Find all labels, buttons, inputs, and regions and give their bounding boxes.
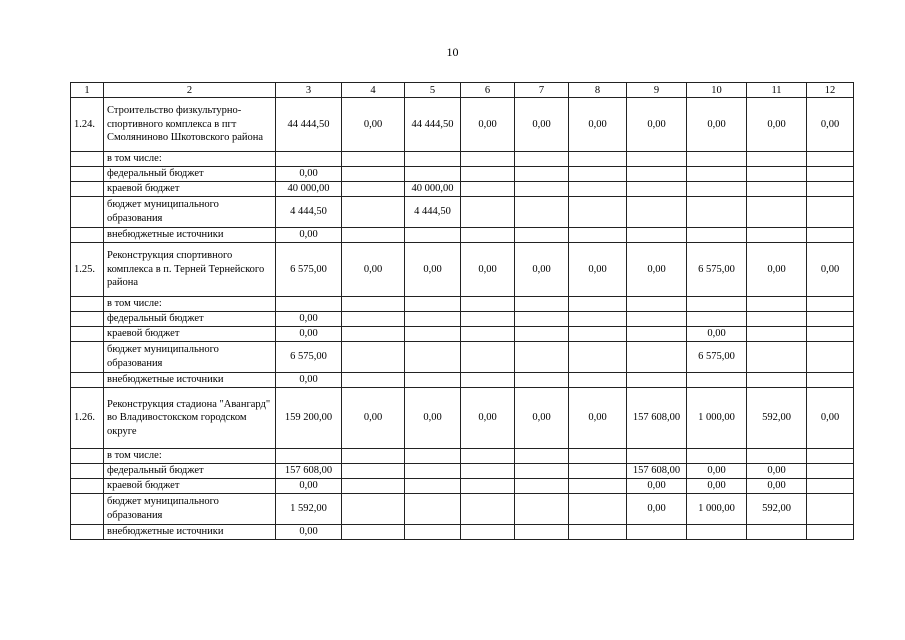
table-row — [71, 167, 854, 182]
value-cell — [747, 152, 807, 167]
value-cell — [747, 525, 807, 540]
value-cell: 6 575,00 — [276, 342, 342, 373]
value-cell: 592,00 — [747, 388, 807, 449]
value-cell — [627, 167, 687, 182]
value-cell: 0,00 — [342, 388, 405, 449]
value-cell: 157 608,00 — [276, 464, 342, 479]
value-cell — [807, 525, 854, 540]
value-cell — [405, 373, 461, 388]
value-cell — [515, 327, 569, 342]
table-row — [71, 312, 854, 327]
value-cell — [569, 182, 627, 197]
value-cell: 0,00 — [515, 243, 569, 297]
value-cell — [405, 525, 461, 540]
table-row — [71, 525, 854, 540]
value-cell — [515, 167, 569, 182]
value-cell — [807, 197, 854, 228]
table-row — [71, 373, 854, 388]
value-cell — [461, 464, 515, 479]
value-cell — [405, 479, 461, 494]
item-number-cell: 1.26. — [71, 388, 104, 449]
item-number-cell — [71, 152, 104, 167]
item-name-cell: Реконструкция спортивного комплекса в п. Терней Тернейского района — [104, 243, 276, 297]
value-cell — [807, 464, 854, 479]
value-cell: 0,00 — [687, 464, 747, 479]
value-cell — [747, 197, 807, 228]
value-cell: 0,00 — [342, 98, 405, 152]
value-cell: 0,00 — [461, 388, 515, 449]
value-cell — [515, 182, 569, 197]
value-cell: 4 444,50 — [405, 197, 461, 228]
value-cell — [627, 327, 687, 342]
item-name-cell: краевой бюджет — [104, 182, 276, 197]
value-cell — [405, 494, 461, 525]
item-name-cell: внебюджетные источники — [104, 525, 276, 540]
item-number-cell — [71, 525, 104, 540]
item-name-cell: в том числе: — [104, 297, 276, 312]
value-cell — [747, 449, 807, 464]
column-header: 9 — [627, 83, 687, 98]
table-row — [71, 98, 854, 152]
value-cell — [342, 228, 405, 243]
column-header: 12 — [807, 83, 854, 98]
value-cell — [461, 312, 515, 327]
value-cell: 44 444,50 — [405, 98, 461, 152]
column-header: 8 — [569, 83, 627, 98]
value-cell — [627, 373, 687, 388]
value-cell — [461, 449, 515, 464]
item-name-cell: федеральный бюджет — [104, 464, 276, 479]
value-cell — [405, 464, 461, 479]
item-number-cell — [71, 182, 104, 197]
item-number-cell — [71, 449, 104, 464]
item-number-cell: 1.24. — [71, 98, 104, 152]
table-row — [71, 327, 854, 342]
value-cell: 0,00 — [747, 243, 807, 297]
value-cell: 0,00 — [276, 525, 342, 540]
value-cell: 44 444,50 — [276, 98, 342, 152]
table-row — [71, 152, 854, 167]
value-cell — [807, 342, 854, 373]
value-cell — [687, 167, 747, 182]
table-row — [71, 197, 854, 228]
value-cell — [342, 525, 405, 540]
item-name-cell: в том числе: — [104, 152, 276, 167]
value-cell: 40 000,00 — [405, 182, 461, 197]
value-cell: 157 608,00 — [627, 388, 687, 449]
value-cell — [807, 167, 854, 182]
value-cell — [405, 312, 461, 327]
value-cell — [515, 525, 569, 540]
value-cell — [515, 464, 569, 479]
value-cell: 6 575,00 — [687, 342, 747, 373]
value-cell — [747, 182, 807, 197]
item-number-cell — [71, 479, 104, 494]
value-cell — [627, 449, 687, 464]
value-cell: 1 000,00 — [687, 494, 747, 525]
table-row — [71, 228, 854, 243]
value-cell — [515, 197, 569, 228]
value-cell: 0,00 — [515, 388, 569, 449]
column-header: 4 — [342, 83, 405, 98]
value-cell — [807, 182, 854, 197]
value-cell: 4 444,50 — [276, 197, 342, 228]
value-cell — [276, 297, 342, 312]
value-cell — [747, 327, 807, 342]
column-header: 3 — [276, 83, 342, 98]
value-cell — [461, 525, 515, 540]
item-number-cell — [71, 197, 104, 228]
item-number-cell — [71, 297, 104, 312]
value-cell — [461, 152, 515, 167]
column-header: 2 — [104, 83, 276, 98]
value-cell — [747, 373, 807, 388]
value-cell — [515, 228, 569, 243]
value-cell — [515, 494, 569, 525]
value-cell — [405, 449, 461, 464]
item-name-cell: Реконструкция стадиона "Авангард" во Владивостокском городском округе — [104, 388, 276, 449]
value-cell: 1 592,00 — [276, 494, 342, 525]
table-row — [71, 494, 854, 525]
value-cell — [627, 197, 687, 228]
value-cell — [687, 449, 747, 464]
value-cell — [342, 152, 405, 167]
value-cell — [342, 342, 405, 373]
value-cell: 0,00 — [747, 98, 807, 152]
value-cell: 0,00 — [807, 243, 854, 297]
item-name-cell: внебюджетные источники — [104, 228, 276, 243]
value-cell — [747, 167, 807, 182]
value-cell — [342, 197, 405, 228]
value-cell — [461, 373, 515, 388]
value-cell: 0,00 — [461, 98, 515, 152]
value-cell: 0,00 — [627, 98, 687, 152]
table-row — [71, 449, 854, 464]
value-cell — [747, 312, 807, 327]
item-number-cell — [71, 494, 104, 525]
value-cell: 0,00 — [627, 479, 687, 494]
table-row — [71, 479, 854, 494]
value-cell — [627, 152, 687, 167]
value-cell — [807, 228, 854, 243]
value-cell: 6 575,00 — [276, 243, 342, 297]
value-cell: 0,00 — [687, 327, 747, 342]
value-cell — [342, 449, 405, 464]
value-cell: 0,00 — [687, 98, 747, 152]
value-cell — [461, 327, 515, 342]
item-name-cell: бюджет муниципального образования — [104, 342, 276, 373]
value-cell — [807, 373, 854, 388]
value-cell: 0,00 — [807, 98, 854, 152]
value-cell — [342, 297, 405, 312]
value-cell: 0,00 — [276, 312, 342, 327]
value-cell — [405, 152, 461, 167]
header-row — [71, 83, 854, 98]
item-number-cell — [71, 327, 104, 342]
item-name-cell: краевой бюджет — [104, 479, 276, 494]
value-cell — [461, 167, 515, 182]
value-cell — [747, 342, 807, 373]
value-cell — [569, 449, 627, 464]
value-cell — [342, 373, 405, 388]
item-number-cell — [71, 464, 104, 479]
value-cell — [342, 167, 405, 182]
value-cell — [405, 342, 461, 373]
item-name-cell: в том числе: — [104, 449, 276, 464]
value-cell: 40 000,00 — [276, 182, 342, 197]
value-cell — [569, 167, 627, 182]
item-number-cell — [71, 373, 104, 388]
value-cell — [569, 228, 627, 243]
value-cell: 0,00 — [405, 243, 461, 297]
value-cell — [461, 197, 515, 228]
value-cell — [569, 152, 627, 167]
item-number-cell — [71, 167, 104, 182]
value-cell: 0,00 — [747, 479, 807, 494]
value-cell — [569, 312, 627, 327]
value-cell — [807, 327, 854, 342]
item-number-cell — [71, 312, 104, 327]
column-header: 7 — [515, 83, 569, 98]
table-row — [71, 342, 854, 373]
value-cell — [461, 182, 515, 197]
value-cell — [405, 327, 461, 342]
value-cell — [461, 479, 515, 494]
value-cell — [515, 312, 569, 327]
value-cell — [515, 297, 569, 312]
value-cell — [342, 327, 405, 342]
table-row — [71, 388, 854, 449]
value-cell: 0,00 — [569, 388, 627, 449]
value-cell: 0,00 — [276, 479, 342, 494]
value-cell: 0,00 — [627, 494, 687, 525]
value-cell: 0,00 — [276, 167, 342, 182]
column-header: 10 — [687, 83, 747, 98]
table-row — [71, 297, 854, 312]
column-header: 1 — [71, 83, 104, 98]
value-cell — [807, 449, 854, 464]
value-cell: 0,00 — [569, 243, 627, 297]
table-row — [71, 243, 854, 297]
value-cell — [515, 479, 569, 494]
value-cell: 592,00 — [747, 494, 807, 525]
value-cell — [687, 228, 747, 243]
value-cell: 0,00 — [569, 98, 627, 152]
value-cell — [687, 152, 747, 167]
table-row — [71, 464, 854, 479]
item-name-cell: краевой бюджет — [104, 327, 276, 342]
value-cell — [627, 342, 687, 373]
value-cell: 0,00 — [405, 388, 461, 449]
value-cell — [627, 525, 687, 540]
value-cell — [687, 525, 747, 540]
value-cell — [461, 228, 515, 243]
value-cell: 159 200,00 — [276, 388, 342, 449]
value-cell — [569, 197, 627, 228]
column-header: 6 — [461, 83, 515, 98]
item-number-cell — [71, 228, 104, 243]
value-cell — [807, 312, 854, 327]
table-row — [71, 182, 854, 197]
value-cell — [569, 494, 627, 525]
value-cell — [807, 494, 854, 525]
value-cell — [276, 152, 342, 167]
item-name-cell: бюджет муниципального образования — [104, 197, 276, 228]
value-cell — [461, 494, 515, 525]
item-name-cell: федеральный бюджет — [104, 312, 276, 327]
value-cell: 0,00 — [461, 243, 515, 297]
value-cell — [627, 312, 687, 327]
value-cell: 0,00 — [515, 98, 569, 152]
value-cell: 0,00 — [807, 388, 854, 449]
value-cell — [405, 297, 461, 312]
value-cell — [747, 228, 807, 243]
value-cell — [569, 479, 627, 494]
item-name-cell: Строительство физкультурно-спортивного комплекса в пгт Смоляниново Шкотовского района — [104, 98, 276, 152]
value-cell: 0,00 — [687, 479, 747, 494]
value-cell — [687, 373, 747, 388]
item-name-cell: внебюджетные источники — [104, 373, 276, 388]
value-cell: 1 000,00 — [687, 388, 747, 449]
value-cell — [569, 525, 627, 540]
value-cell — [687, 312, 747, 327]
value-cell: 6 575,00 — [687, 243, 747, 297]
value-cell — [405, 167, 461, 182]
item-name-cell: бюджет муниципального образования — [104, 494, 276, 525]
page-number: 10 — [446, 45, 459, 59]
value-cell — [405, 228, 461, 243]
value-cell — [687, 297, 747, 312]
item-number-cell: 1.25. — [71, 243, 104, 297]
column-header: 5 — [405, 83, 461, 98]
value-cell — [515, 449, 569, 464]
value-cell: 0,00 — [627, 243, 687, 297]
value-cell — [569, 464, 627, 479]
value-cell — [515, 342, 569, 373]
value-cell — [687, 197, 747, 228]
value-cell — [342, 464, 405, 479]
value-cell — [807, 297, 854, 312]
item-number-cell — [71, 342, 104, 373]
value-cell: 0,00 — [276, 327, 342, 342]
value-cell: 157 608,00 — [627, 464, 687, 479]
value-cell — [569, 297, 627, 312]
value-cell — [807, 152, 854, 167]
value-cell — [747, 297, 807, 312]
value-cell — [627, 228, 687, 243]
budget-table — [70, 82, 854, 540]
item-name-cell: федеральный бюджет — [104, 167, 276, 182]
value-cell — [515, 373, 569, 388]
value-cell — [627, 182, 687, 197]
column-header: 11 — [747, 83, 807, 98]
value-cell — [687, 182, 747, 197]
value-cell — [569, 373, 627, 388]
value-cell: 0,00 — [747, 464, 807, 479]
value-cell — [515, 152, 569, 167]
value-cell — [569, 327, 627, 342]
value-cell — [342, 494, 405, 525]
value-cell — [461, 297, 515, 312]
value-cell: 0,00 — [342, 243, 405, 297]
value-cell — [342, 479, 405, 494]
value-cell — [627, 297, 687, 312]
value-cell — [461, 342, 515, 373]
value-cell — [342, 182, 405, 197]
value-cell — [342, 312, 405, 327]
value-cell — [569, 342, 627, 373]
value-cell: 0,00 — [276, 373, 342, 388]
value-cell — [276, 449, 342, 464]
value-cell — [807, 479, 854, 494]
value-cell: 0,00 — [276, 228, 342, 243]
